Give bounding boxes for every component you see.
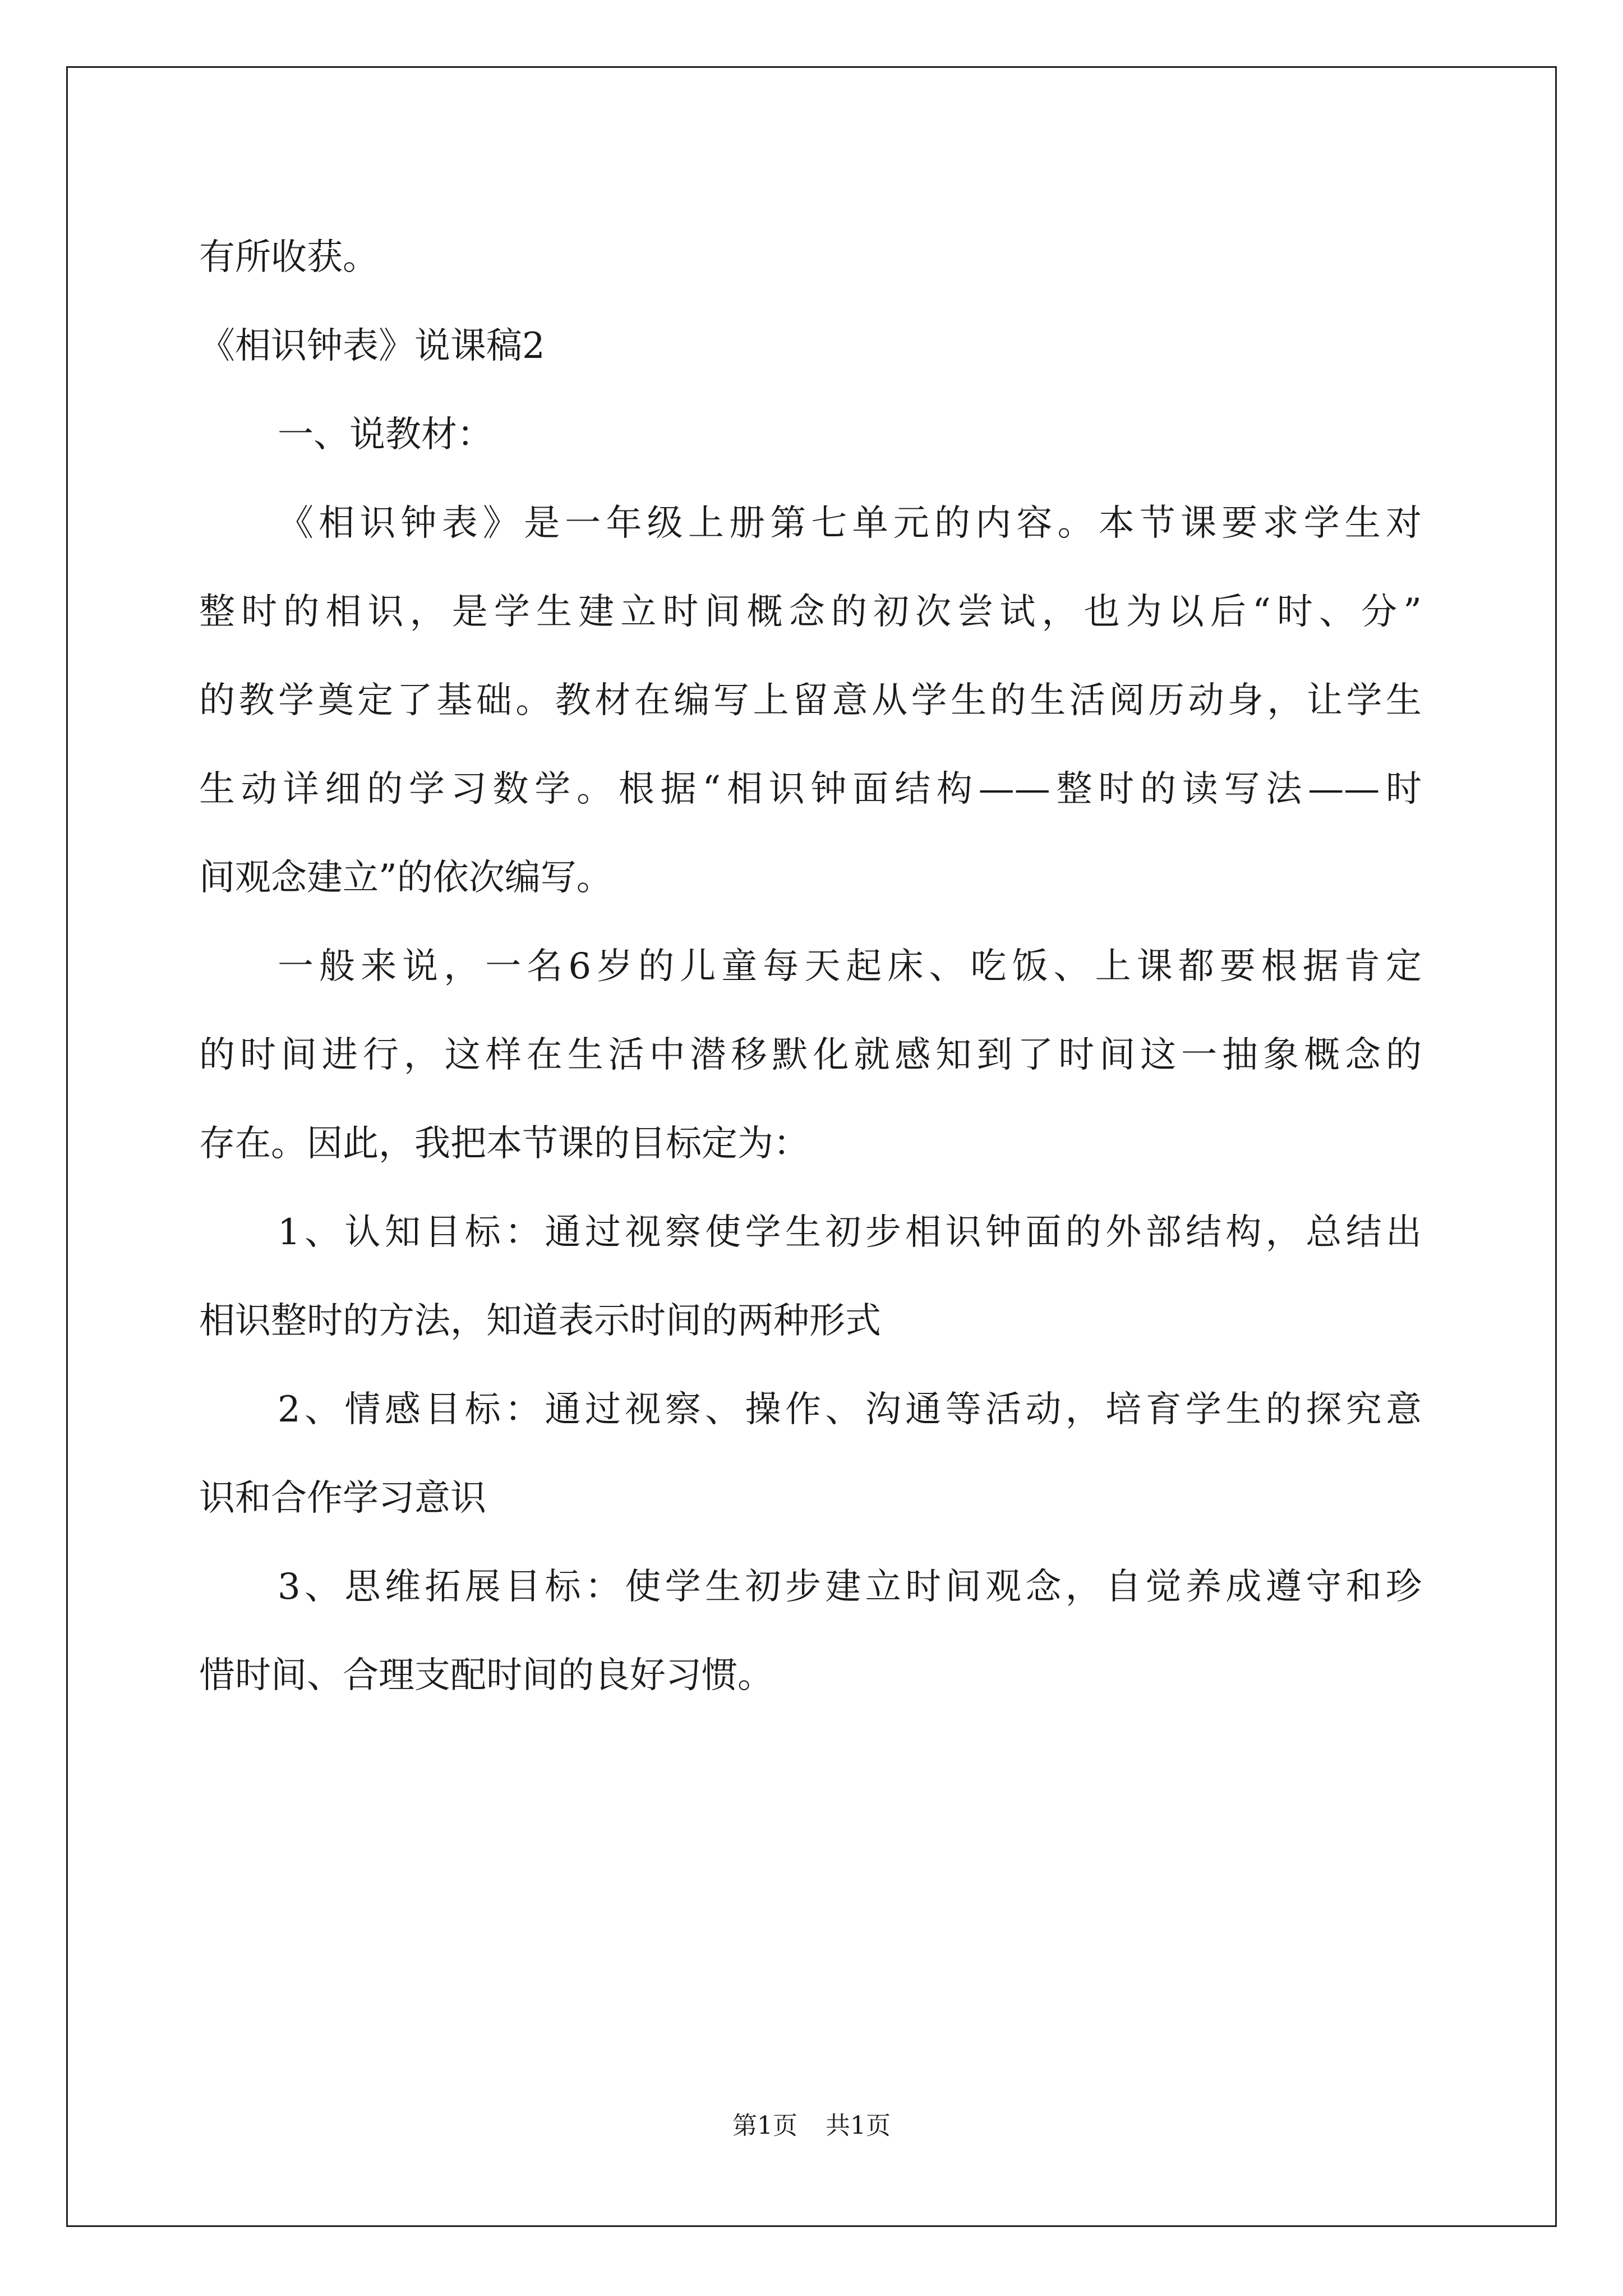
- list-item-continuation: 惜时间、合理支配时间的良好习惯。: [199, 1655, 773, 1696]
- document-body: [199, 213, 1422, 1720]
- list-item: 3、思维拓展目标：使学生初步建立时间观念，自觉养成遵守和珍: [278, 1566, 1422, 1608]
- paragraph-line: 整时的相识，是学生建立时间概念的初次尝试，也为以后“时、分”: [199, 591, 1422, 633]
- paragraph-line: 一般来说，一名6岁的儿童每天起床、吃饭、上课都要根据肯定: [278, 946, 1422, 987]
- list-item: 2、情感目标：通过视察、操作、沟通等活动，培育学生的探究意: [278, 1389, 1422, 1430]
- list-item-continuation: 识和合作学习意识: [199, 1478, 486, 1519]
- section-title: 《相识钟表》说课稿2: [199, 325, 545, 367]
- page-footer: [0, 2109, 1623, 2143]
- page-total: 共1页: [826, 2111, 891, 2140]
- paragraph-line: 存在。因此，我把本节课的目标定为：: [199, 1123, 809, 1165]
- paragraph-line: 《相识钟表》是一年级上册第七单元的内容。本节课要求学生对: [278, 503, 1422, 544]
- paragraph-line: 生动详细的学习数学。根据“相识钟面结构——整时的读写法——时: [199, 769, 1422, 810]
- page-number: 第1页: [732, 2111, 797, 2140]
- list-item-continuation: 相识整时的方法，知道表示时间的两种形式: [199, 1300, 881, 1342]
- paragraph-line: 的教学奠定了基础。教材在编写上留意从学生的生活阅历动身，让学生: [199, 680, 1422, 721]
- list-item: 1、认知目标：通过视察使学生初步相识钟面的外部结构，总结出: [278, 1212, 1422, 1253]
- paragraph-line: 有所收获。: [199, 237, 379, 278]
- section-heading: 一、说教材：: [278, 414, 493, 455]
- paragraph-line: 间观念建立”的依次编写。: [199, 857, 612, 899]
- paragraph-line: 的时间进行，这样在生活中潜移默化就感知到了时间这一抽象概念的: [199, 1034, 1422, 1076]
